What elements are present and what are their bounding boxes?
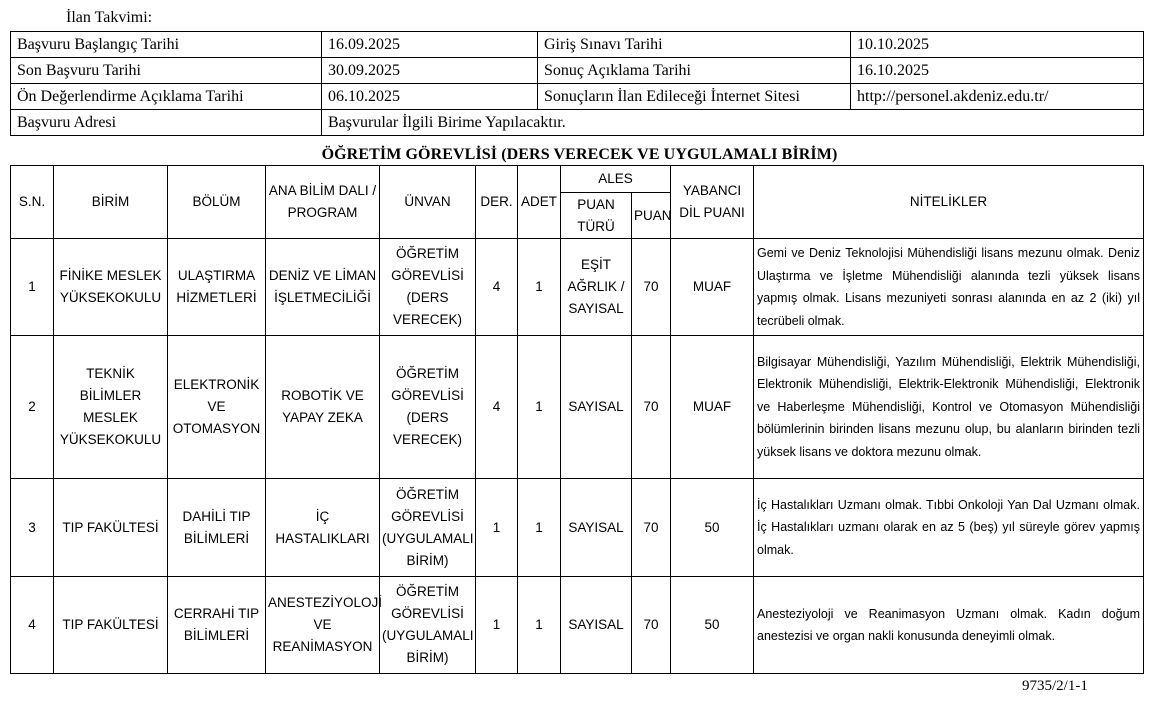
row-sn: 4 — [11, 577, 54, 674]
row-bolum: CERRAHİ TIP BİLİMLERİ — [168, 577, 266, 674]
row-unvan: ÖĞRETİM GÖREVLİSİ (UYGULAMALI BİRİM) — [380, 577, 476, 674]
header-ales: ALES — [561, 166, 671, 193]
row-puan: 70 — [632, 577, 671, 674]
calendar-value: 10.10.2025 — [851, 32, 1144, 58]
address-label: Başvuru Adresi — [11, 110, 322, 136]
header-bolum: BÖLÜM — [168, 166, 266, 239]
row-unvan: ÖĞRETİM GÖREVLİSİ (DERS VERECEK) — [380, 239, 476, 336]
section-title: ÖĞRETİM GÖREVLİSİ (DERS VERECEK VE UYGULAMALI BİRİM) — [321, 146, 838, 163]
row-der: 1 — [476, 479, 518, 577]
table-row — [11, 239, 1144, 336]
row-puan: 70 — [632, 336, 671, 479]
row-sn: 3 — [11, 479, 54, 577]
row-birim: TIP FAKÜLTESİ — [54, 577, 168, 674]
header-unvan: ÜNVAN — [380, 166, 476, 239]
header-adet: ADET — [518, 166, 561, 239]
row-yabanci: MUAF — [671, 239, 754, 336]
calendar-value: 06.10.2025 — [322, 84, 538, 110]
header-sn: S.N. — [11, 166, 54, 239]
row-yabanci: 50 — [671, 577, 754, 674]
calendar-label: Son Başvuru Tarihi — [11, 58, 322, 84]
row-program: ROBOTİK VE YAPAY ZEKA — [266, 336, 380, 479]
row-adet: 1 — [518, 577, 561, 674]
row-puan-turu: SAYISAL — [561, 479, 632, 577]
row-nitelikler: Bilgisayar Mühendisliği, Yazılım Mühendisliği, Elektrik Mühendisliği, Elektronik Mühendisliği, Elektrik-Elektronik Mühendisliği, Elektronik ve Haberleşme Mühendisliği, Kontrol ve Otomasyon Mühendisliği bölümlerinin birinden lisans mezunu olup, bu alanların birinden tezli yüksek lisans ve doktora mezunu olmak. — [754, 336, 1144, 479]
calendar-label: Sonuç Açıklama Tarihi — [538, 58, 851, 84]
row-bolum: ULAŞTIRMA HİZMETLERİ — [168, 239, 266, 336]
row-puan: 70 — [632, 239, 671, 336]
header-row — [11, 166, 1144, 193]
header-puan: PUAN — [632, 193, 671, 239]
header-birim: BİRİM — [54, 166, 168, 239]
row-yabanci: 50 — [671, 479, 754, 577]
row-adet: 1 — [518, 479, 561, 577]
row-bolum: ELEKTRONİK VE OTOMASYON — [168, 336, 266, 479]
row-puan-turu: SAYISAL — [561, 336, 632, 479]
calendar-value: 16.10.2025 — [851, 58, 1144, 84]
row-puan-turu: SAYISAL — [561, 577, 632, 674]
row-birim: TEKNİK BİLİMLER MESLEK YÜKSEKOKULU — [54, 336, 168, 479]
row-der: 4 — [476, 336, 518, 479]
calendar-label: Başvuru Başlangıç Tarihi — [11, 32, 322, 58]
header-program: ANA BİLİM DALI / PROGRAM — [266, 166, 380, 239]
row-unvan: ÖĞRETİM GÖREVLİSİ (UYGULAMALI BİRİM) — [380, 479, 476, 577]
row-birim: TIP FAKÜLTESİ — [54, 479, 168, 577]
row-program: DENİZ VE LİMAN İŞLETMECİLİĞİ — [266, 239, 380, 336]
row-sn: 2 — [11, 336, 54, 479]
row-der: 1 — [476, 577, 518, 674]
table-row — [11, 479, 1144, 577]
positions-table — [10, 165, 1144, 674]
calendar-row — [11, 58, 1144, 84]
calendar-table — [10, 31, 1144, 136]
row-birim: FİNİKE MESLEK YÜKSEKOKULU — [54, 239, 168, 336]
row-puan-turu: EŞİT AĞRLIK / SAYISAL — [561, 239, 632, 336]
calendar-row — [11, 32, 1144, 58]
calendar-row — [11, 84, 1144, 110]
table-row — [11, 577, 1144, 674]
row-nitelikler: Anesteziyoloji ve Reanimasyon Uzmanı olmak. Kadın doğum anestezisi ve organ nakli konusunda deneyimli olmak. — [754, 577, 1144, 674]
row-unvan: ÖĞRETİM GÖREVLİSİ (DERS VERECEK) — [380, 336, 476, 479]
row-adet: 1 — [518, 336, 561, 479]
row-der: 4 — [476, 239, 518, 336]
table-row — [11, 336, 1144, 479]
row-program: ANESTEZİYOLOJİ VE REANİMASYON — [266, 577, 380, 674]
row-puan: 70 — [632, 479, 671, 577]
calendar-label: Ön Değerlendirme Açıklama Tarihi — [11, 84, 322, 110]
row-nitelikler: Gemi ve Deniz Teknolojisi Mühendisliği lisans mezunu olmak. Deniz Ulaştırma ve İşletme Mühendisliği alanında tezli yüksek lisans yapmış olmak. Lisans mezuniyeti sonrası alanında en az 2 (iki) yıl tecrübeli olmak. — [754, 239, 1144, 336]
website-link[interactable]: http://personel.akdeniz.edu.tr/ — [851, 84, 1144, 110]
calendar-label: Sonuçların İlan Edileceği İnternet Sitesi — [538, 84, 851, 110]
header-nitelikler: NİTELİKLER — [754, 166, 1144, 239]
header-yabanci: YABANCI DİL PUANI — [671, 166, 754, 239]
calendar-address-row — [11, 110, 1144, 136]
row-nitelikler: İç Hastalıkları Uzmanı olmak. Tıbbi Onkoloji Yan Dal Uzmanı olmak. İç Hastalıkları uzmanı olarak en az 5 (beş) yıl süreyle görev yapmış olmak. — [754, 479, 1144, 577]
calendar-value: 16.09.2025 — [322, 32, 538, 58]
calendar-label: Giriş Sınavı Tarihi — [538, 32, 851, 58]
row-bolum: DAHİLİ TIP BİLİMLERİ — [168, 479, 266, 577]
row-adet: 1 — [518, 239, 561, 336]
calendar-title: İlan Takvimi: — [66, 9, 153, 26]
row-sn: 1 — [11, 239, 54, 336]
header-puan-turu: PUAN TÜRÜ — [561, 193, 632, 239]
document-code: 9735/2/1-1 — [1022, 678, 1088, 694]
header-der: DER. — [476, 166, 518, 239]
row-yabanci: MUAF — [671, 336, 754, 479]
row-program: İÇ HASTALIKLARI — [266, 479, 380, 577]
address-value: Başvurular İlgili Birime Yapılacaktır. — [322, 110, 1144, 136]
calendar-value: 30.09.2025 — [322, 58, 538, 84]
